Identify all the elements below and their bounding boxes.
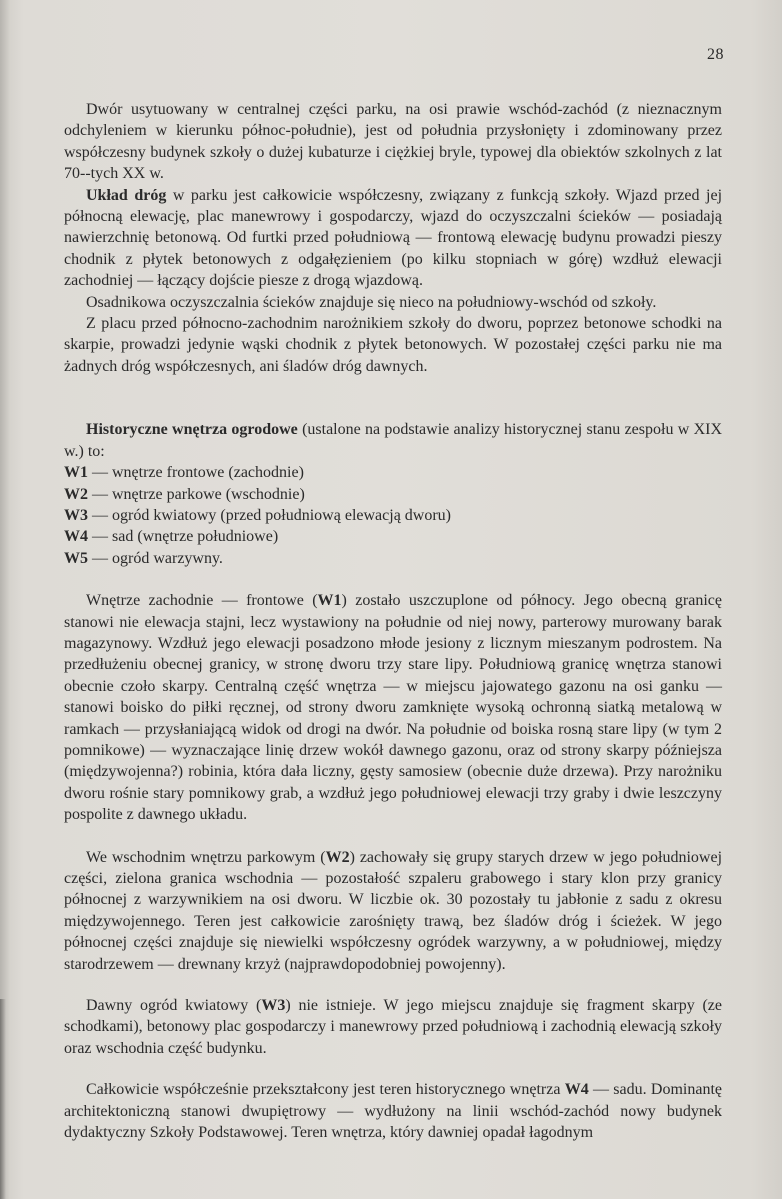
w4-before: Całkowicie współcześnie przekształcony jest teren historycznego wnętrza	[86, 1081, 565, 1099]
w3-before: Dawny ogród kwiatowy (	[86, 997, 262, 1015]
interiors-heading: Historyczne wnętrza ogrodowe	[86, 421, 298, 439]
w3-code: W3	[261, 997, 286, 1015]
w2-after: ) zachowały się grupy starych drzew w jego południowej części, zielona granica wschodnia — pozostałość szpaleru grabowego i stary klon przy granicy północnej z warzywnikiem na osi dworu. W liczbie ok. 30 pozostały tu jabłonie z sadu z okresu międzywojennego. Teren jest całkowicie zarośnięty trawą, bez śladów dróg i ścieżek. W jego północnej części znajduje się niewielki współczesny ogródek warzywny, a w południowej, między starodrzewem — drewnany krzyż (najprawdopodobniej powojenny).	[64, 848, 723, 973]
spacer	[64, 377, 722, 419]
paragraph-interiors	[64, 419, 722, 462]
paragraph-roads	[64, 185, 722, 292]
paragraph-sewage: Osadnikowa oczyszczalnia ścieków znajduje się nieco na południowy-wschód od szkoły.	[86, 293, 657, 311]
paragraph-square: Z placu przed północno-zachodnim narożnikiem szkoły do dworu, poprzez betonowe schodki na skarpie, prowadzi jedynie wąski chodnik z płytek betonowych. W pozostałej części parku nie ma żadnych dróg współczesnych, ani śladów dróg dawnych.	[64, 315, 722, 375]
page-body	[64, 99, 722, 1143]
w2-code: W2	[325, 848, 350, 866]
spacer	[64, 569, 722, 590]
roads-text: w parku jest całkowicie współczesny, związany z funkcją szkoły. Wjazd przed jej północną elewację, plac manewrowy i gospodarczy, wjazd do oczyszczalni ścieków — posiadają nawierzchnię betonową. Od furtki przed południową — frontową elewację budynu prowadzi pieszy chodnik z płytek betonowych z odgałęzieniem (po kilku stopniach w górę) wzdłuż elewacji zachodniej — łączący dojście piesze z drogą wjazdową.	[64, 186, 723, 290]
list-item	[64, 505, 722, 526]
spacer	[64, 1059, 722, 1079]
w2-before: We wschodnim wnętrzu parkowym (	[86, 848, 326, 866]
paragraph-w3	[64, 995, 722, 1059]
interior-label: — ogród warzywny.	[88, 549, 223, 567]
interior-code: W1	[64, 464, 88, 482]
spacer	[64, 826, 722, 847]
roads-heading: Układ dróg	[86, 186, 167, 204]
interiors-text: (ustalone na podstawie analizy historycznej stanu zespołu w XIX w.) to:	[64, 421, 723, 460]
list-item	[64, 526, 722, 547]
w3-after: ) nie istnieje. W jego miejscu znajduje się fragment skarpy (ze schodkami), betonowy plac gospodarczy i manewrowy przed południową i zachodnią elewacją szkoły oraz wschodnia część budynku.	[64, 997, 723, 1057]
list-item	[64, 484, 722, 505]
page-corner-shadow	[0, 999, 6, 1199]
w1-code: W1	[317, 592, 342, 610]
interior-label: — sad (wnętrze południowe)	[88, 528, 279, 546]
interior-label: — wnętrze frontowe (zachodnie)	[88, 464, 304, 482]
w4-code: W4	[564, 1081, 589, 1099]
interior-label: — ogród kwiatowy (przed południową elewacją dworu)	[88, 506, 451, 524]
w1-after: ) zostało uszczuplone od północy. Jego obecną granicę stanowi nie elewacja stajni, lecz wystawiony na południe od niej nowy, parterowy murowany barak magazynowy. Wzdłuż jego elewacji posadzono młode jesiony z licznym mieszanym podrostem. Na przedłużeniu obecnej granicy, w stronę dworu trzy stare lipy. Południową granicę wnętrza stanowi obecnie czoło skarpy. Centralną część wnętrza — w miejscu jajowatego gazonu na osi ganku — stanowi boisko do piłki ręcznej, od strony dworu zamknięte wysoką ochronną siatką metalową w ramkach — przysłaniającą widok od drogi na dwór. Na południe od boiska rosną stare lipy (w tym 2 pomnikowe) — wyznaczające linię drzew wokół dawnego gazonu, oraz od strony skarpy późniejsza (międzywojenna?) robinia, która dała liczny, gęsty samosiew (obecnie duże drzewa). Przy narożniku dworu rośnie stary pomnikowy grab, a wzdłuż jego południowej elewacji trzy graby i dwie leszczyny pospolite z dawnego układu.	[64, 592, 722, 824]
list-item	[64, 548, 722, 569]
paragraph-w4	[64, 1079, 722, 1143]
interior-code: W2	[64, 485, 88, 503]
interiors-list	[64, 462, 722, 569]
paragraph-w1	[64, 590, 722, 825]
page-number: 28	[707, 46, 724, 63]
interior-code: W4	[64, 528, 88, 546]
interior-label: — wnętrze parkowe (wschodnie)	[88, 485, 305, 503]
paragraph-manor-location: Dwór usytuowany w centralnej części parku, na osi prawie wschód-zachód (z nieznacznym odchyleniem w kierunku północ-południe), jest od południa przysłonięty i zdominowany przez współczesny budynek szkoły o dużej kubaturze i ciężkiej bryle, typowej dla obiektów szkolnych z lat 70--tych XX w.	[64, 101, 722, 183]
interior-code: W3	[64, 506, 88, 524]
list-item	[64, 462, 722, 483]
paragraph-w2	[64, 847, 722, 975]
interior-code: W5	[64, 549, 88, 567]
w1-before: Wnętrze zachodnie — frontowe (	[86, 592, 318, 610]
w4-after: — sadu. Dominantę architektoniczną stanowi dwupiętrowy — wydłużony na linii wschód-zachód nowy budynek dydaktyczny Szkoły Podstawowej. Teren wnętrza, który dawniej opadał łagodnym	[64, 1081, 723, 1142]
spacer	[64, 975, 722, 995]
